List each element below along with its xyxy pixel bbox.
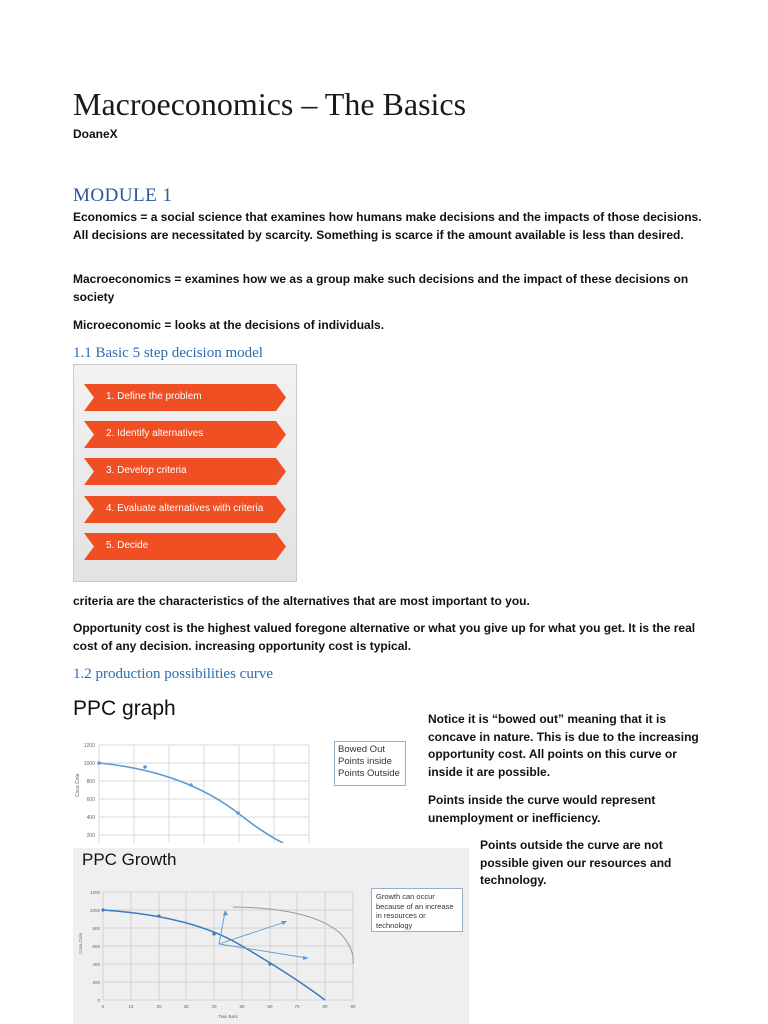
microeconomics-definition: Microeconomic = looks at the decisions of individuals. [73, 318, 385, 332]
ppc-growth-chart [73, 886, 363, 1024]
step-3 [84, 458, 286, 485]
step-4 [84, 496, 286, 523]
growth-x-tick: 50 [239, 1004, 245, 1009]
step-2 [84, 421, 286, 448]
ppc-graph-chart [73, 737, 313, 843]
document-title: Macroeconomics – The Basics [73, 86, 467, 122]
growth-point [157, 914, 160, 917]
ppc-point [97, 761, 101, 765]
growth-arrow [219, 922, 285, 944]
growth-x-tick: 80 [322, 1004, 328, 1009]
growth-y-tick: 1000 [89, 908, 100, 913]
ppc-growth-note-box: Growth can occur because of an increase in resources or technology [371, 888, 463, 932]
ppc-growth-image [73, 848, 469, 1024]
opportunity-cost-paragraph [73, 620, 703, 655]
growth-x-tick: 0 [101, 1004, 105, 1009]
growth-point [212, 932, 215, 935]
ppc-legend-item: Points Outside [338, 768, 400, 779]
step-5 [84, 533, 286, 560]
ppc-y-tick: 200 [86, 833, 95, 839]
growth-x-tick: 30 [183, 1004, 189, 1009]
growth-x-tick: 70 [294, 1004, 300, 1009]
ppc-legend-item: Points inside [338, 756, 392, 767]
growth-x-tick: 60 [267, 1004, 273, 1009]
macroeconomics-definition: Macroeconomics = examines how we as a group make such decisions and the impact of these decisions on society [73, 272, 689, 304]
ppc-legend-item: Bowed Out [338, 744, 385, 755]
opportunity-cost-term: Opportunity cost [73, 621, 170, 635]
ppc-y-tick: 400 [86, 815, 95, 821]
criteria-paragraph: criteria are the characteristics of the alternatives that are most important to you. [73, 594, 530, 608]
growth-y-tick: 400 [92, 962, 100, 967]
ppc-y-tick: 600 [86, 797, 95, 803]
step-5-label: 5. Decide [106, 540, 149, 551]
growth-y-tick: 200 [92, 980, 100, 985]
decision-model-heading: 1.1 Basic 5 step decision model [73, 345, 263, 361]
step-1-label: 1. Define the problem [106, 391, 202, 402]
ppc-curve [99, 763, 283, 843]
ppc-y-axis-label: Coca Cola [75, 773, 81, 797]
economics-definition: Economics = a social science that examines how humans make decisions and the impacts of those decisions. All decisions are necessitated by scarcity. Something is scarce if the amount available is less than desired. [73, 210, 702, 242]
growth-point [101, 908, 104, 911]
points-inside-explanation: Points inside the curve would represent unemployment or inefficiency. [428, 793, 656, 825]
decision-model-diagram [73, 364, 297, 582]
growth-y-axis-label: Coca Cola [78, 932, 83, 954]
module-heading: MODULE 1 [73, 185, 173, 206]
growth-arrowhead [223, 910, 228, 916]
ppc-graph-image [73, 693, 400, 843]
ppc-point [236, 811, 240, 815]
ppc-growth-title: PPC Growth [82, 850, 177, 869]
opportunity-cost-text: is the highest valued foregone alternative or what you give up for what you get. It is the real cost of any decision. increasing opportunity cost is typical. [73, 621, 696, 653]
growth-x-tick: 90 [350, 1004, 356, 1009]
ppc-legend-box [334, 741, 406, 786]
points-outside-explanation: Points outside the curve are not possible given our resources and technology. [480, 838, 672, 887]
ppc-point [143, 765, 147, 769]
growth-x-tick: 10 [128, 1004, 134, 1009]
growth-y-tick: 0 [97, 998, 100, 1003]
growth-x-tick: 40 [211, 1004, 217, 1009]
step-2-label: 2. Identify alternatives [106, 428, 204, 439]
bowed-out-explanation: Notice it is “bowed out” meaning that it is concave in nature. This is due to the increasing opportunity cost. All points on this curve or inside it are possible. [428, 712, 699, 779]
growth-point [268, 962, 271, 965]
growth-x-axis-label: Twix Bars [218, 1014, 238, 1019]
ppc-graph-title: PPC graph [73, 697, 176, 720]
growth-y-tick: 1200 [89, 890, 100, 895]
growth-x-tick: 20 [156, 1004, 162, 1009]
ppc-point [189, 783, 193, 787]
ppc-y-tick: 1200 [83, 743, 95, 749]
ppc-heading: 1.2 production possibilities curve [73, 666, 273, 682]
step-4-label: 4. Evaluate alternatives with criteria [106, 503, 264, 514]
ppc-y-tick: 1000 [83, 761, 95, 767]
growth-arrowhead [303, 956, 309, 960]
step-3-label: 3. Develop criteria [106, 465, 187, 476]
document-author: DoaneX [73, 127, 118, 141]
step-1 [84, 384, 286, 411]
growth-y-tick: 800 [92, 926, 100, 931]
ppc-y-tick: 800 [86, 779, 95, 785]
growth-y-tick: 600 [92, 944, 100, 949]
